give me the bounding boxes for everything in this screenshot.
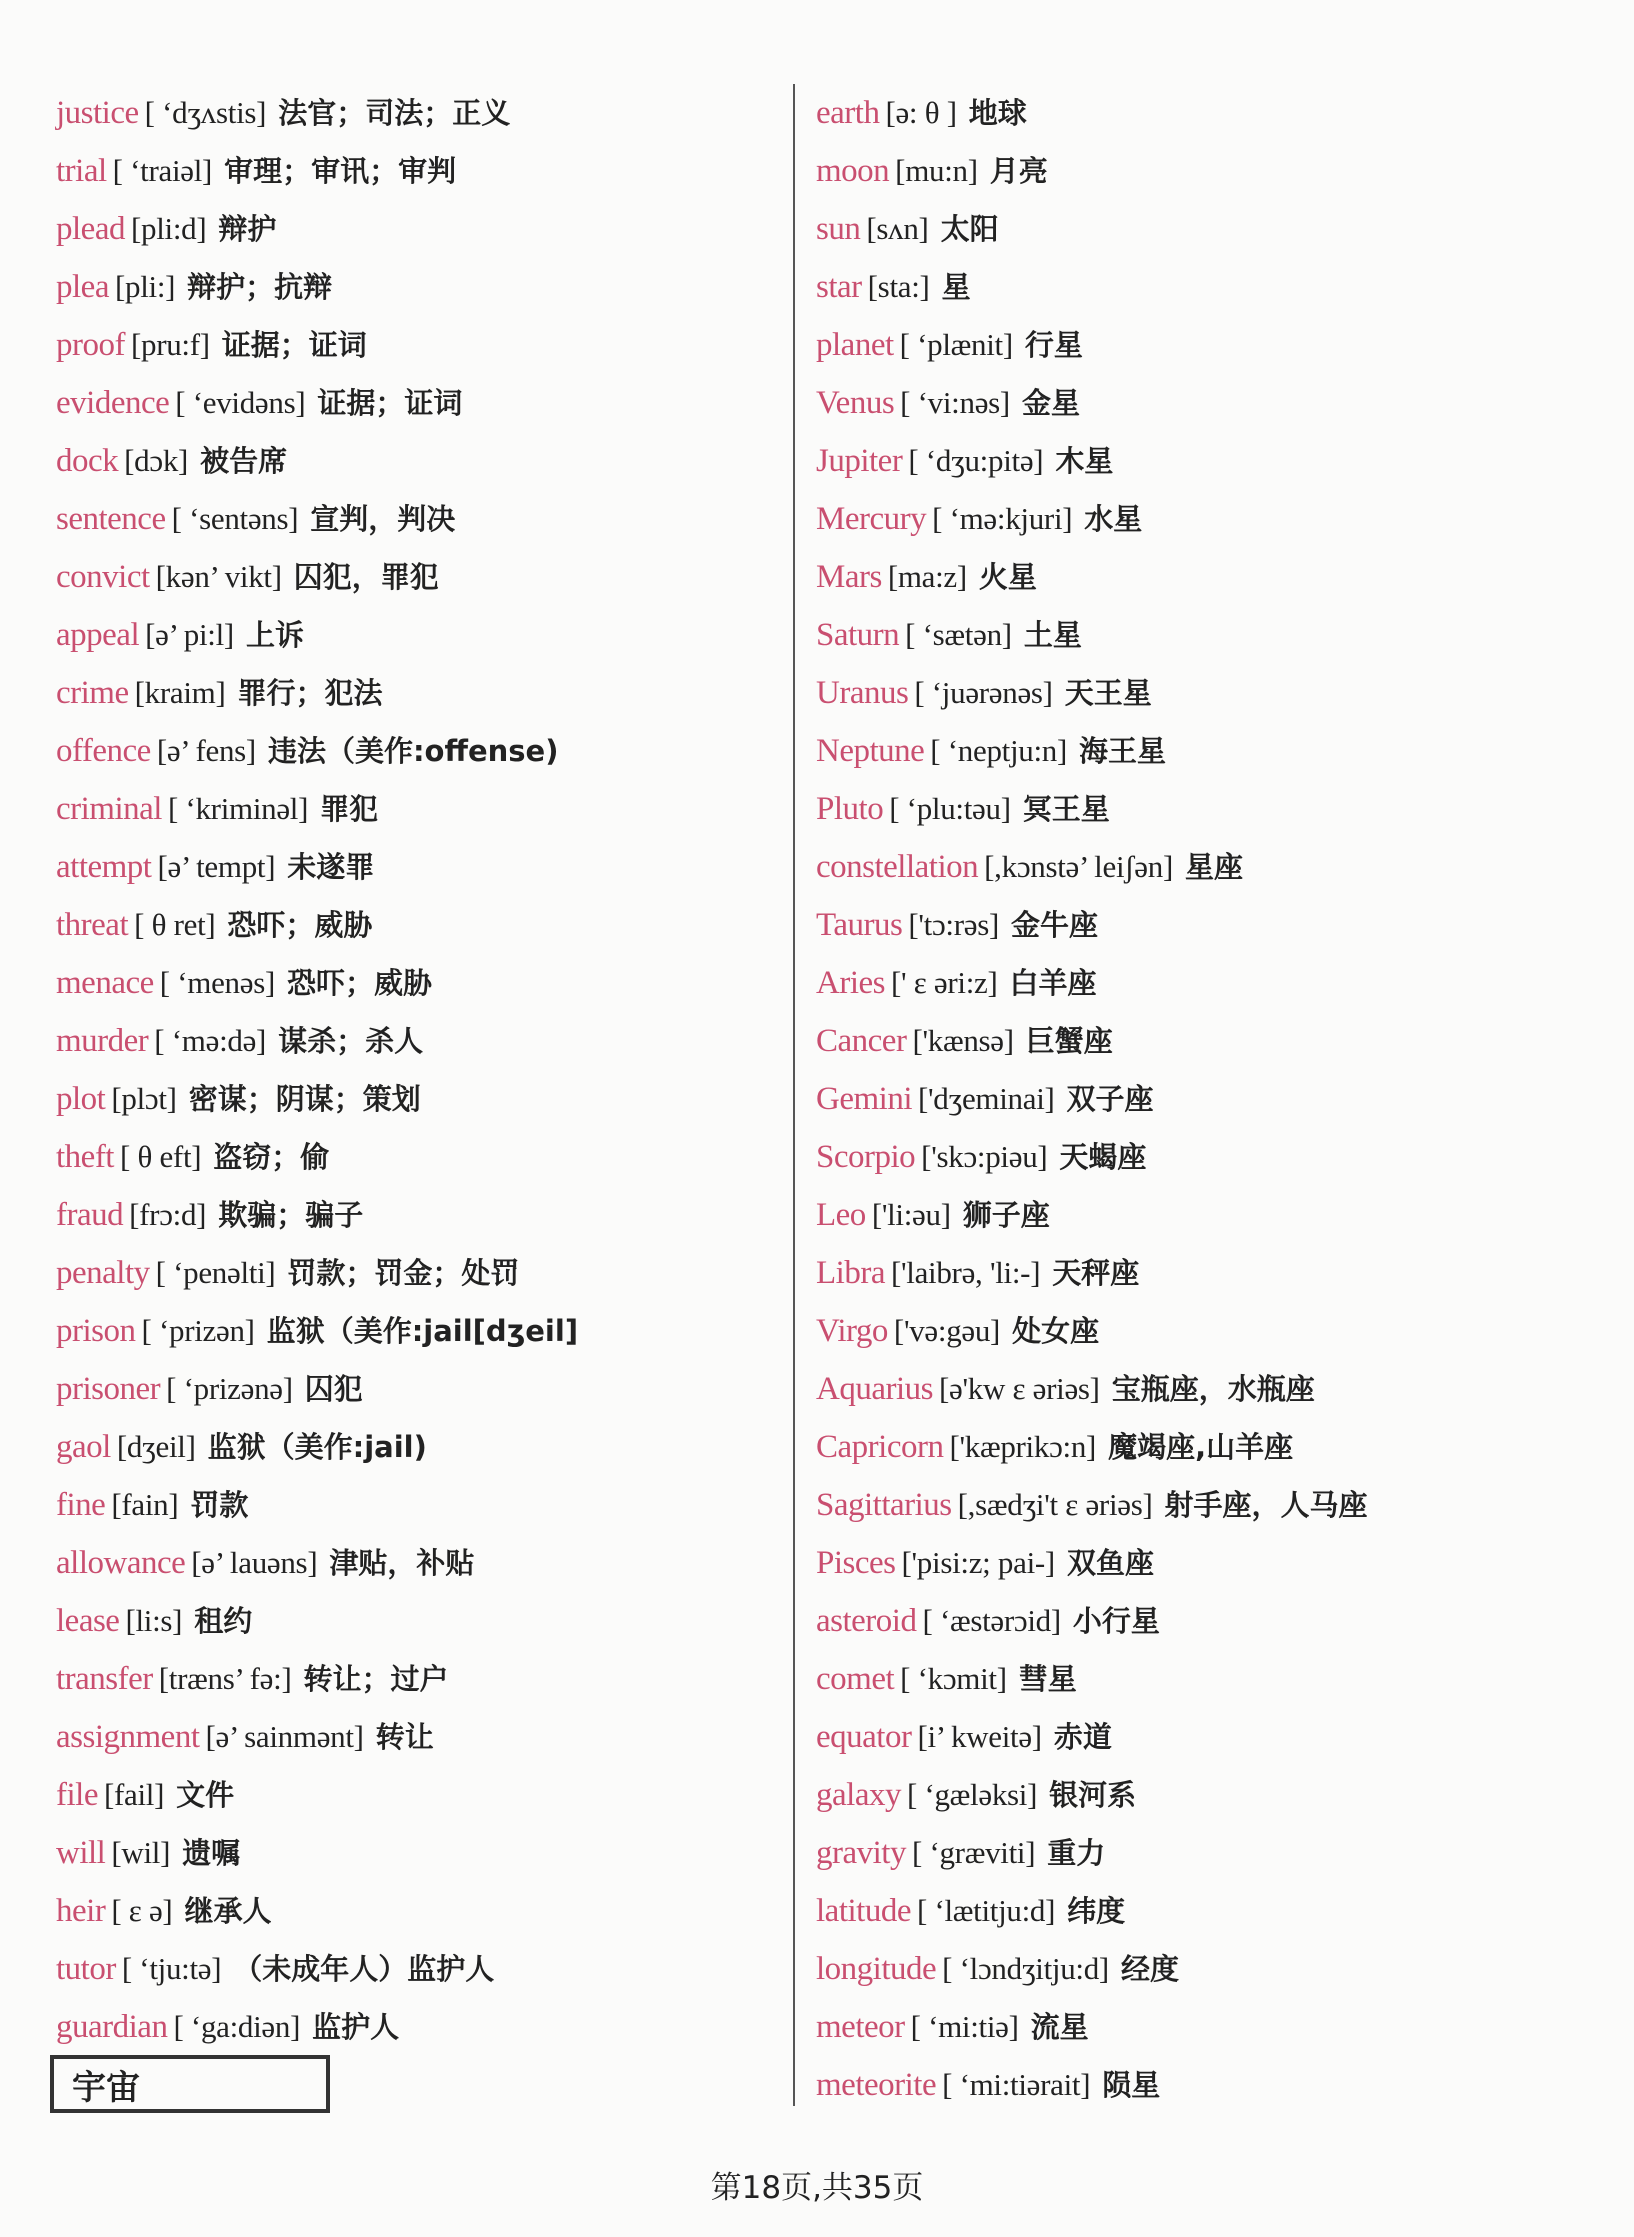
headword: trial: [56, 153, 107, 189]
vocab-entry: [56, 1128, 776, 1186]
phonetic-transcription: [plɔt]: [111, 1081, 177, 1116]
headword: Leo: [816, 1197, 866, 1233]
phonetic-transcription: [fail]: [103, 1777, 165, 1812]
phonetic-transcription: [pli:]: [114, 269, 176, 304]
headword: theft: [56, 1139, 114, 1175]
vocab-entry: [816, 780, 1596, 838]
phonetic-transcription: [ə’ sainmənt]: [205, 1719, 364, 1754]
chinese-meaning: 审理；审讯；审判: [224, 154, 457, 188]
headword: dock: [56, 443, 119, 479]
vocab-column-left: [56, 84, 776, 2056]
vocab-entry: [816, 896, 1596, 954]
chinese-meaning: 赤道: [1053, 1720, 1112, 1754]
chinese-meaning: 租约: [194, 1604, 253, 1638]
chinese-meaning: 宣判，判决: [310, 502, 456, 536]
chinese-meaning: 罪行；犯法: [237, 676, 383, 710]
vocab-entry: [816, 1418, 1596, 1476]
headword: plead: [56, 211, 125, 247]
phonetic-transcription: [pli:d]: [130, 211, 207, 246]
chinese-meaning: 法官；司法；正义: [278, 96, 511, 130]
vocab-entry: [56, 664, 776, 722]
headword: planet: [816, 327, 894, 363]
vocab-entry: [816, 1708, 1596, 1766]
phonetic-transcription: [ ‘mi:tiə]: [910, 2009, 1019, 2044]
vocab-entry: [816, 548, 1596, 606]
headword: equator: [816, 1719, 912, 1755]
headword: Virgo: [816, 1313, 888, 1349]
chinese-meaning: 星: [941, 270, 971, 304]
headword: Mars: [816, 559, 882, 595]
chinese-meaning: 证据；证词: [317, 386, 463, 420]
headword: star: [816, 269, 862, 305]
section-heading: 宇宙: [72, 2067, 140, 2108]
headword: Capricorn: [816, 1429, 944, 1465]
headword: Neptune: [816, 733, 925, 769]
chinese-meaning: 太阳: [940, 212, 999, 246]
vocab-entry: [56, 1940, 776, 1998]
chinese-meaning: 射手座，人马座: [1164, 1488, 1368, 1522]
headword: Uranus: [816, 675, 909, 711]
phonetic-transcription: [ ‘mə:kjuri]: [932, 501, 1073, 536]
headword: Sagittarius: [816, 1487, 952, 1523]
headword: Venus: [816, 385, 895, 421]
headword: will: [56, 1835, 106, 1871]
chinese-meaning: 罚款: [190, 1488, 249, 1522]
phonetic-transcription: [ə’ pi:l]: [145, 617, 234, 652]
phonetic-transcription: ['kænsə]: [912, 1023, 1014, 1058]
phonetic-transcription: [dɔk]: [124, 443, 189, 478]
vocab-entry: [816, 1360, 1596, 1418]
headword: earth: [816, 95, 880, 131]
headword: transfer: [56, 1661, 153, 1697]
phonetic-transcription: [' ε əri:z]: [890, 965, 998, 1000]
headword: sun: [816, 211, 861, 247]
phonetic-transcription: [ma:z]: [887, 559, 967, 594]
chinese-meaning: 转让: [375, 1720, 434, 1754]
vocab-entry: [816, 1592, 1596, 1650]
headword: prisoner: [56, 1371, 161, 1407]
phonetic-transcription: [ ε ə]: [111, 1893, 173, 1928]
headword: allowance: [56, 1545, 186, 1581]
headword: justice: [56, 95, 139, 131]
phonetic-transcription: ['dʒeminai]: [917, 1081, 1055, 1116]
vocab-entry: [56, 606, 776, 664]
phonetic-transcription: [ ‘evidəns]: [175, 385, 306, 420]
headword: tutor: [56, 1951, 116, 1987]
vocab-entry: [816, 1766, 1596, 1824]
vocab-entry: [816, 1650, 1596, 1708]
vocab-entry: [56, 1070, 776, 1128]
headword: moon: [816, 153, 890, 189]
phonetic-transcription: ['li:əu]: [871, 1197, 951, 1232]
phonetic-transcription: [,sædʒi't ε əriəs]: [957, 1487, 1153, 1522]
vocab-entry: [56, 1012, 776, 1070]
vocab-entry: [56, 1998, 776, 2056]
headword: Mercury: [816, 501, 927, 537]
phonetic-transcription: [ ‘ga:diən]: [173, 2009, 301, 2044]
vocab-entry: [56, 258, 776, 316]
headword: evidence: [56, 385, 170, 421]
phonetic-transcription: [ ‘kɔmit]: [900, 1661, 1007, 1696]
chinese-meaning: 监狱（美作:jail[dʒeil]: [266, 1314, 579, 1348]
vocab-entry: [56, 1882, 776, 1940]
headword: Pluto: [816, 791, 884, 827]
chinese-meaning: 上诉: [245, 618, 304, 652]
phonetic-transcription: ['pisi:z; pai-]: [901, 1545, 1055, 1580]
chinese-meaning: 天秤座: [1052, 1256, 1140, 1290]
headword: offence: [56, 733, 151, 769]
column-divider: [793, 84, 795, 2106]
chinese-meaning: 证据；证词: [221, 328, 367, 362]
phonetic-transcription: [ ‘lætitju:d]: [916, 1893, 1056, 1928]
vocab-entry: [816, 1940, 1596, 1998]
vocab-entry: [56, 374, 776, 432]
phonetic-transcription: [,kɔnstə’ leiʃən]: [984, 849, 1173, 884]
chinese-meaning: 欺骗；骗子: [218, 1198, 364, 1232]
vocab-entry: [56, 1476, 776, 1534]
phonetic-transcription: [ ‘neptju:n]: [930, 733, 1068, 768]
chinese-meaning: 木星: [1055, 444, 1114, 478]
vocab-entry: [816, 1998, 1596, 2056]
vocab-entry: [816, 606, 1596, 664]
phonetic-transcription: ['kæprikɔ:n]: [949, 1429, 1097, 1464]
chinese-meaning: 重力: [1047, 1836, 1106, 1870]
phonetic-transcription: [sʌn]: [866, 211, 929, 246]
headword: threat: [56, 907, 129, 943]
vocab-entry: [56, 954, 776, 1012]
chinese-meaning: 地球: [968, 96, 1027, 130]
vocab-entry: [56, 1302, 776, 1360]
headword: assignment: [56, 1719, 200, 1755]
headword: heir: [56, 1893, 106, 1929]
vocab-entry: [56, 780, 776, 838]
headword: gaol: [56, 1429, 111, 1465]
chinese-meaning: 海王星: [1079, 734, 1167, 768]
vocab-entry: [816, 258, 1596, 316]
vocab-entry: [56, 1244, 776, 1302]
chinese-meaning: 月亮: [989, 154, 1048, 188]
headword: Saturn: [816, 617, 900, 653]
vocab-entry: [56, 838, 776, 896]
phonetic-transcription: [ ‘æstərɔid]: [922, 1603, 1061, 1638]
vocab-entry: [56, 490, 776, 548]
vocab-entry: [816, 142, 1596, 200]
chinese-meaning: 狮子座: [962, 1198, 1050, 1232]
vocab-entry: [56, 1360, 776, 1418]
chinese-meaning: 监护人: [312, 2010, 400, 2044]
phonetic-transcription: [ ‘traiəl]: [112, 153, 213, 188]
chinese-meaning: 天蝎座: [1059, 1140, 1147, 1174]
headword: penalty: [56, 1255, 150, 1291]
vocab-entry: [816, 1244, 1596, 1302]
vocab-entry: [816, 84, 1596, 142]
chinese-meaning: 水星: [1084, 502, 1143, 536]
vocab-entry: [816, 1824, 1596, 1882]
chinese-meaning: 罪犯: [320, 792, 379, 826]
chinese-meaning: 监狱（美作:jail): [207, 1430, 427, 1464]
chinese-meaning: 金牛座: [1011, 908, 1099, 942]
chinese-meaning: 经度: [1120, 1952, 1179, 1986]
chinese-meaning: 辩护: [218, 212, 277, 246]
vocab-entry: [56, 432, 776, 490]
chinese-meaning: 盗窃；偷: [213, 1140, 330, 1174]
chinese-meaning: 转让；过户: [303, 1662, 449, 1696]
vocab-entry: [56, 1708, 776, 1766]
phonetic-transcription: [dʒeil]: [116, 1429, 196, 1464]
chinese-meaning: 恐吓；威胁: [286, 966, 432, 1000]
page-footer: 第18页,共35页: [710, 2170, 924, 2206]
vocab-entry: [56, 142, 776, 200]
chinese-meaning: （未成年人）监护人: [233, 1952, 495, 1986]
headword: plot: [56, 1081, 106, 1117]
chinese-meaning: 继承人: [184, 1894, 272, 1928]
headword: plea: [56, 269, 109, 305]
chinese-meaning: 魔竭座,山羊座: [1108, 1430, 1294, 1464]
headword: file: [56, 1777, 98, 1813]
chinese-meaning: 行星: [1024, 328, 1083, 362]
headword: Gemini: [816, 1081, 912, 1117]
phonetic-transcription: [ ‘kriminəl]: [167, 791, 309, 826]
headword: meteor: [816, 2009, 905, 2045]
headword: meteorite: [816, 2067, 937, 2103]
chinese-meaning: 双子座: [1066, 1082, 1154, 1116]
headword: Aries: [816, 965, 885, 1001]
chinese-meaning: 宝瓶座，水瓶座: [1111, 1372, 1315, 1406]
headword: comet: [816, 1661, 895, 1697]
headword: appeal: [56, 617, 140, 653]
phonetic-transcription: [ə’ fens]: [156, 733, 256, 768]
chinese-meaning: 纬度: [1067, 1894, 1126, 1928]
phonetic-transcription: [ ‘mə:də]: [154, 1023, 267, 1058]
chinese-meaning: 谋杀；杀人: [278, 1024, 424, 1058]
headword: sentence: [56, 501, 166, 537]
phonetic-transcription: [wil]: [111, 1835, 171, 1870]
vocab-entry: [816, 954, 1596, 1012]
headword: Aquarius: [816, 1371, 933, 1407]
headword: Libra: [816, 1255, 885, 1291]
chinese-meaning: 津贴，补贴: [329, 1546, 475, 1580]
chinese-meaning: 密谋；阴谋；策划: [188, 1082, 421, 1116]
headword: fraud: [56, 1197, 124, 1233]
phonetic-transcription: ['və:gəu]: [893, 1313, 1001, 1348]
chinese-meaning: 巨蟹座: [1025, 1024, 1113, 1058]
vocab-entry: [56, 1186, 776, 1244]
chinese-meaning: 文件: [176, 1778, 235, 1812]
vocab-entry: [816, 1070, 1596, 1128]
phonetic-transcription: [ ‘dʒʌstis]: [144, 95, 267, 130]
chinese-meaning: 辩护；抗辩: [187, 270, 333, 304]
chinese-meaning: 小行星: [1072, 1604, 1160, 1638]
phonetic-transcription: [ ‘plænit]: [899, 327, 1013, 362]
vocab-entry: [56, 896, 776, 954]
vocab-entry: [56, 1592, 776, 1650]
vocab-entry: [816, 374, 1596, 432]
headword: murder: [56, 1023, 149, 1059]
vocab-entry: [816, 490, 1596, 548]
phonetic-transcription: [ ‘dʒu:pitə]: [908, 443, 1044, 478]
vocab-entry: [816, 200, 1596, 258]
chinese-meaning: 双鱼座: [1066, 1546, 1154, 1580]
phonetic-transcription: [ ‘plu:təu]: [889, 791, 1011, 826]
phonetic-transcription: [i’ kweitə]: [917, 1719, 1042, 1754]
chinese-meaning: 被告席: [200, 444, 288, 478]
phonetic-transcription: [sta:]: [867, 269, 930, 304]
vocab-entry: [56, 1824, 776, 1882]
chinese-meaning: 火星: [978, 560, 1037, 594]
phonetic-transcription: [ ‘sætən]: [905, 617, 1012, 652]
chinese-meaning: 彗星: [1018, 1662, 1077, 1696]
phonetic-transcription: ['tɔ:rəs]: [908, 907, 1000, 942]
phonetic-transcription: [ ‘vi:nəs]: [900, 385, 1010, 420]
headword: attempt: [56, 849, 152, 885]
headword: Taurus: [816, 907, 903, 943]
phonetic-transcription: [ ‘menəs]: [159, 965, 275, 1000]
headword: gravity: [816, 1835, 906, 1871]
phonetic-transcription: ['laibrə, 'li:-]: [890, 1255, 1041, 1290]
vocab-entry: [56, 316, 776, 374]
phonetic-transcription: [ θ ret]: [134, 907, 216, 942]
vocab-entry: [816, 1186, 1596, 1244]
phonetic-transcription: [pru:f]: [130, 327, 210, 362]
phonetic-transcription: [kən’ vikt]: [155, 559, 282, 594]
phonetic-transcription: [ ‘lɔndʒitju:d]: [942, 1951, 1109, 1986]
chinese-meaning: 恐吓；威胁: [227, 908, 373, 942]
phonetic-transcription: [ ‘gæləksi]: [906, 1777, 1038, 1812]
headword: proof: [56, 327, 125, 363]
headword: longitude: [816, 1951, 937, 1987]
headword: Pisces: [816, 1545, 896, 1581]
chinese-meaning: 遗嘱: [182, 1836, 241, 1870]
chinese-meaning: 土星: [1023, 618, 1082, 652]
headword: fine: [56, 1487, 106, 1523]
chinese-meaning: 星座: [1184, 850, 1243, 884]
headword: menace: [56, 965, 154, 1001]
section-heading-box: [50, 2055, 330, 2113]
chinese-meaning: 陨星: [1102, 2068, 1161, 2102]
phonetic-transcription: [ ‘juərənəs]: [914, 675, 1053, 710]
chinese-meaning: 白羊座: [1009, 966, 1097, 1000]
headword: criminal: [56, 791, 162, 827]
vocab-entry: [816, 1476, 1596, 1534]
vocab-entry: [816, 1302, 1596, 1360]
phonetic-transcription: [mu:n]: [895, 153, 978, 188]
phonetic-transcription: [ ‘sentəns]: [171, 501, 299, 536]
vocab-entry: [816, 1882, 1596, 1940]
headword: convict: [56, 559, 150, 595]
vocab-entry: [56, 200, 776, 258]
chinese-meaning: 冥王星: [1022, 792, 1110, 826]
vocab-entry: [816, 1534, 1596, 1592]
headword: guardian: [56, 2009, 168, 2045]
chinese-meaning: 囚犯: [304, 1372, 363, 1406]
phonetic-transcription: [ ‘prizən]: [141, 1313, 255, 1348]
chinese-meaning: 银河系: [1049, 1778, 1137, 1812]
chinese-meaning: 处女座: [1012, 1314, 1100, 1348]
vocab-entry: [56, 1650, 776, 1708]
vocab-column-right: [816, 84, 1596, 2114]
phonetic-transcription: [frɔ:d]: [129, 1197, 207, 1232]
vocab-entry: [56, 84, 776, 142]
headword: Scorpio: [816, 1139, 916, 1175]
vocab-entry: [56, 722, 776, 780]
vocab-entry: [816, 838, 1596, 896]
headword: galaxy: [816, 1777, 901, 1813]
headword: Cancer: [816, 1023, 907, 1059]
phonetic-transcription: [ θ eft]: [119, 1139, 202, 1174]
phonetic-transcription: [ə'kw ε əriəs]: [938, 1371, 1100, 1406]
phonetic-transcription: [li:s]: [125, 1603, 183, 1638]
phonetic-transcription: [kraim]: [134, 675, 226, 710]
headword: Jupiter: [816, 443, 903, 479]
headword: constellation: [816, 849, 979, 885]
phonetic-transcription: [ ‘tju:tə]: [121, 1951, 222, 1986]
headword: lease: [56, 1603, 120, 1639]
vocab-entry: [816, 2056, 1596, 2114]
vocab-entry: [816, 432, 1596, 490]
phonetic-transcription: [ə’ lauəns]: [191, 1545, 318, 1580]
vocab-entry: [816, 664, 1596, 722]
chinese-meaning: 流星: [1030, 2010, 1089, 2044]
vocab-entry: [816, 1012, 1596, 1070]
vocab-entry: [56, 1534, 776, 1592]
headword: latitude: [816, 1893, 911, 1929]
phonetic-transcription: [ ‘prizənə]: [166, 1371, 293, 1406]
headword: asteroid: [816, 1603, 917, 1639]
chinese-meaning: 天王星: [1064, 676, 1152, 710]
phonetic-transcription: [ə: θ ]: [885, 95, 957, 130]
vocab-entry: [816, 1128, 1596, 1186]
chinese-meaning: 罚款；罚金；处罚: [287, 1256, 520, 1290]
phonetic-transcription: ['skɔ:piəu]: [921, 1139, 1048, 1174]
phonetic-transcription: [fain]: [111, 1487, 179, 1522]
phonetic-transcription: [ ‘mi:tiərait]: [942, 2067, 1091, 2102]
vocab-entry: [56, 1766, 776, 1824]
phonetic-transcription: [ə’ tempt]: [157, 849, 276, 884]
chinese-meaning: 金星: [1021, 386, 1080, 420]
phonetic-transcription: [træns’ fə:]: [158, 1661, 292, 1696]
vocab-entry: [56, 1418, 776, 1476]
headword: crime: [56, 675, 129, 711]
vocab-entry: [816, 316, 1596, 374]
phonetic-transcription: [ ‘græviti]: [911, 1835, 1036, 1870]
chinese-meaning: 未遂罪: [287, 850, 375, 884]
chinese-meaning: 囚犯，罪犯: [293, 560, 439, 594]
vocab-entry: [56, 548, 776, 606]
phonetic-transcription: [ ‘penəlti]: [155, 1255, 276, 1290]
chinese-meaning: 违法（美作:offense): [267, 734, 559, 768]
vocab-entry: [816, 722, 1596, 780]
headword: prison: [56, 1313, 136, 1349]
